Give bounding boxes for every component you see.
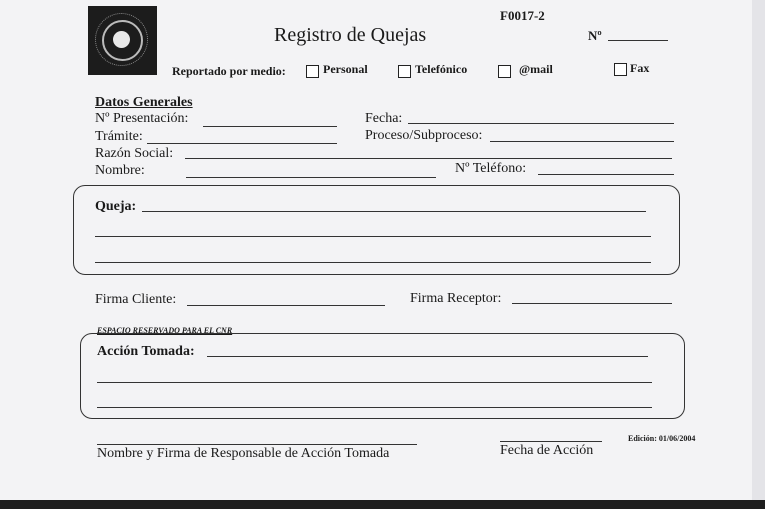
form-title: Registro de Quejas <box>274 24 427 46</box>
number-field[interactable] <box>608 40 668 41</box>
paper-edge <box>752 0 765 509</box>
action-label: Acción Tomada: <box>97 344 195 359</box>
responsible-label: Nombre y Firma de Responsable de Acción Tomada <box>97 446 390 461</box>
form-code: F0017-2 <box>500 8 545 23</box>
name-field[interactable] <box>186 177 436 178</box>
phone-field[interactable] <box>538 174 674 175</box>
action-date-label: Fecha de Acción <box>500 443 594 458</box>
action-line-2[interactable] <box>97 382 652 383</box>
option-email: @mail <box>519 62 553 76</box>
client-signature-label: Firma Cliente: <box>95 292 177 307</box>
complaint-line-3[interactable] <box>95 262 651 263</box>
company-field[interactable] <box>185 158 672 159</box>
responsible-signature-field[interactable] <box>97 444 417 445</box>
action-line-1[interactable] <box>207 356 648 357</box>
action-date-field[interactable] <box>500 441 602 442</box>
complaint-label: Queja: <box>95 199 137 214</box>
procedure-label: Trámite: <box>95 129 143 144</box>
reported-by-label: Reportado por medio: <box>172 64 286 78</box>
complaint-line-1[interactable] <box>142 211 646 212</box>
name-label: Nombre: <box>95 163 145 178</box>
checkbox-personal[interactable] <box>306 65 319 78</box>
receiver-signature-field[interactable] <box>512 303 672 304</box>
reserved-label: ESPACIO RESERVADO PARA EL CNR <box>97 326 233 335</box>
process-field[interactable] <box>490 141 674 142</box>
phone-label: Nº Teléfono: <box>455 161 527 176</box>
general-heading: Datos Generales <box>95 95 193 110</box>
process-label: Proceso/Subproceso: <box>365 128 483 143</box>
option-personal: Personal <box>323 62 368 76</box>
option-fax: Fax <box>630 61 650 75</box>
checkbox-email[interactable] <box>498 65 511 78</box>
checkbox-fax[interactable] <box>614 63 627 76</box>
company-label: Razón Social: <box>95 146 174 161</box>
action-line-3[interactable] <box>97 407 652 408</box>
date-label: Fecha: <box>365 111 403 126</box>
edition-label: Edición: 01/06/2004 <box>628 434 696 443</box>
date-field[interactable] <box>408 123 674 124</box>
checkbox-telefonico[interactable] <box>398 65 411 78</box>
presentation-field[interactable] <box>203 126 337 127</box>
receiver-signature-label: Firma Receptor: <box>410 291 502 306</box>
option-telefonico: Telefónico <box>415 62 468 76</box>
cnr-logo <box>88 6 157 75</box>
complaint-line-2[interactable] <box>95 236 651 237</box>
client-signature-field[interactable] <box>187 305 385 306</box>
scan-border <box>0 500 765 509</box>
procedure-field[interactable] <box>147 143 337 144</box>
number-label: Nº <box>588 28 602 43</box>
presentation-label: Nº Presentación: <box>95 111 189 126</box>
